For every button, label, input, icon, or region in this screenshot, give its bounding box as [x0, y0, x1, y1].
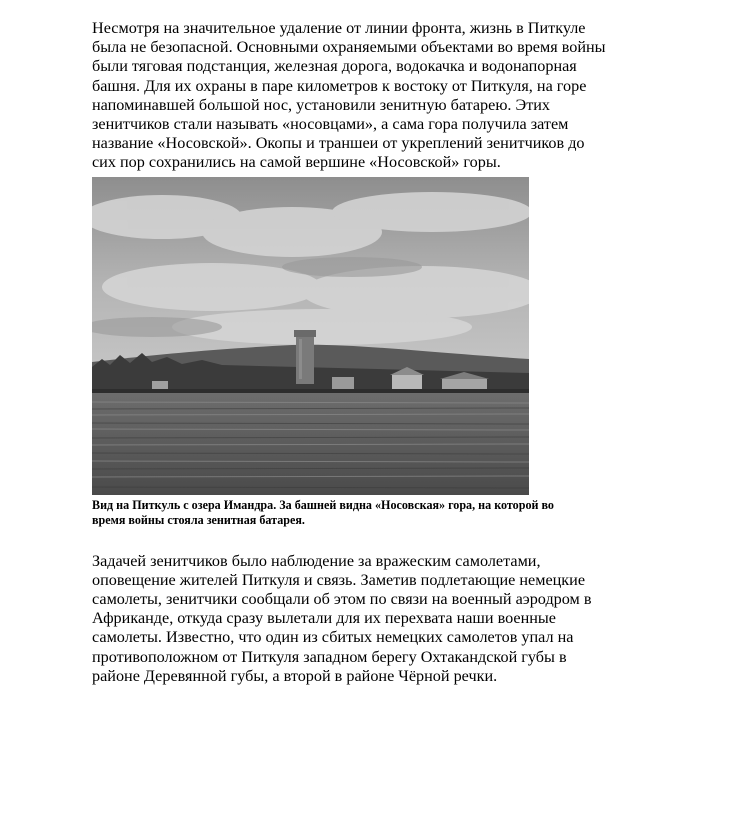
photo-pitkul-lake-view	[92, 177, 529, 495]
paragraph-intro: Несмотря на значительное удаление от линии фронта, жизнь в Питкуле была не безопасной. Основными охраняемыми объектами во время войны были тяговая подстанция, железная дорога, водокачка и водонапорная башня. Для их охраны в паре километров к востоку от Питкуля, на горе напоминавшей большой нос, установили зенитную батарею. Этих зенитчиков стали называть «носовцами», а сама гора получила затем название «Носовской». Окопы и траншеи от укреплений зенитчиков до сих пор сохранились на самой вершине «Носовской» горы.	[92, 19, 606, 172]
photo-caption: Вид на Питкуль с озера Имандра. За башней видна «Носовская» гора, на которой во время войны стояла зенитная батарея.	[92, 497, 554, 527]
document-page	[92, 19, 722, 686]
paragraph-anti-aircraft-tasks: Задачей зенитчиков было наблюдение за вражеским самолетами, оповещение жителей Питкуля и связь. Заметив подлетающие немецкие самолеты, зенитчики сообщали об этом по связи на военный аэродром в Африканде, откуда сразу вылетали для их перехвата наши военные самолеты. Известно, что один из сбитых немецких самолетов упал на противоположном от Питкуля западном берегу Охтакандской губы в районе Деревянной губы, а второй в районе Чёрной речки.	[92, 551, 592, 685]
